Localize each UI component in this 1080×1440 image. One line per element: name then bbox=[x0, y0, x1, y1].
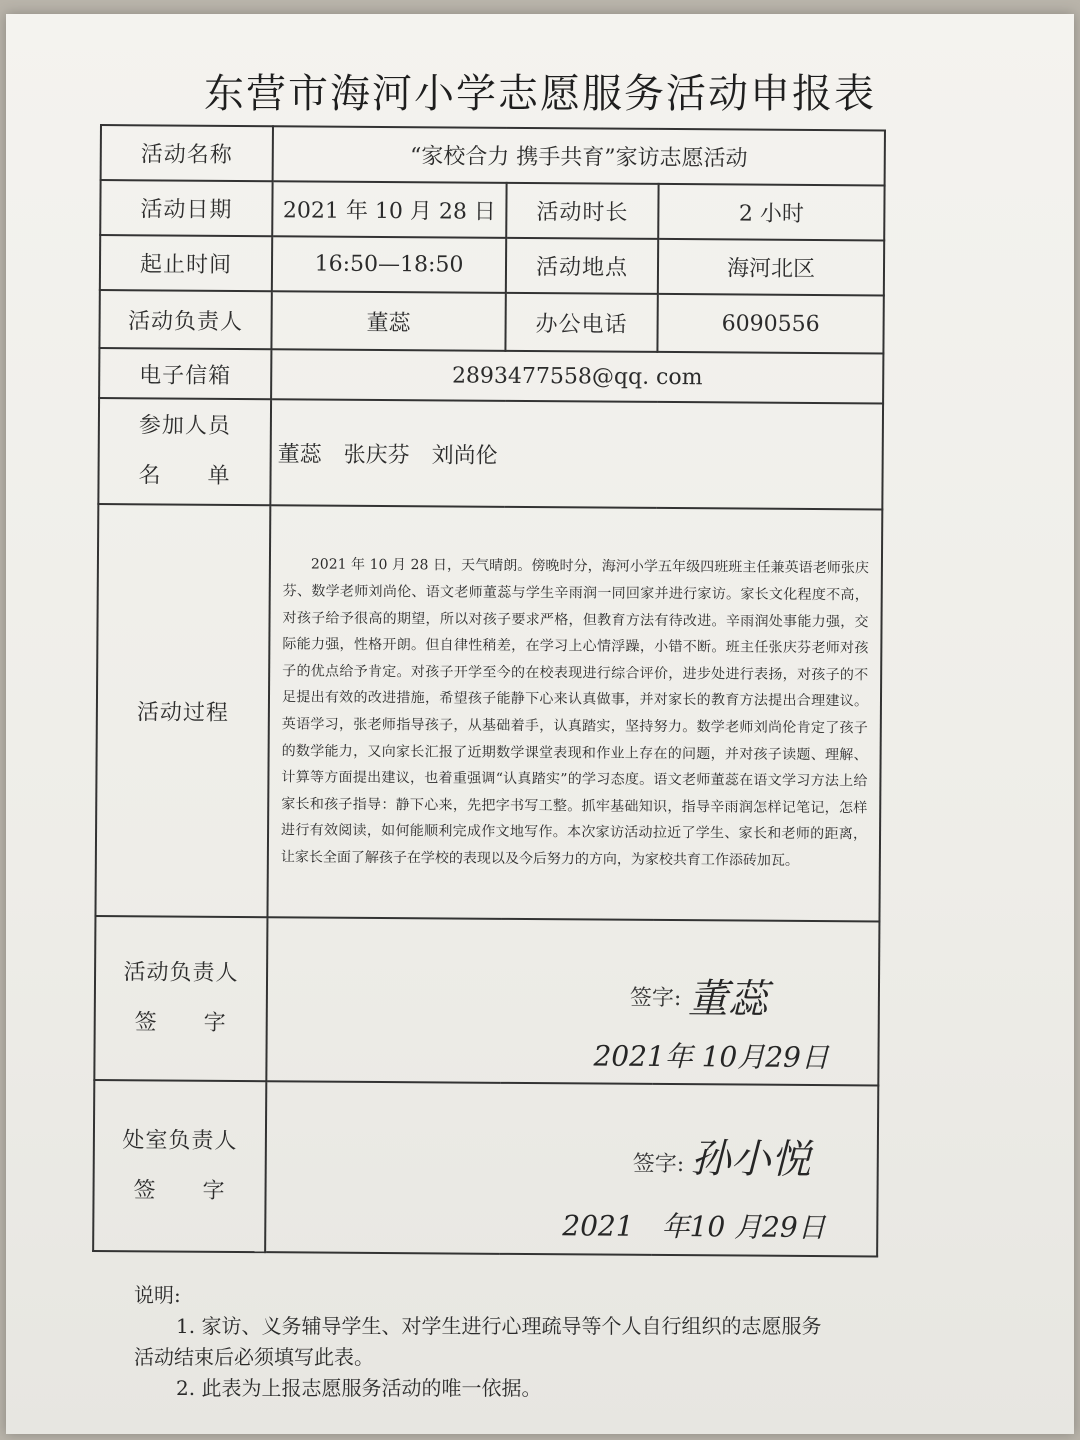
leader-signature-label-line1: 活动负责人 bbox=[123, 960, 239, 986]
office-sign-prefix: 签字: bbox=[632, 1151, 685, 1178]
start-end-time-label: 起止时间 bbox=[100, 235, 272, 291]
row-email bbox=[99, 348, 883, 403]
row-activity-date bbox=[100, 180, 884, 240]
row-activity-name bbox=[101, 125, 885, 185]
office-signature-label-line2: 签 字 bbox=[133, 1177, 226, 1204]
row-participants bbox=[98, 398, 883, 509]
office-signature-label bbox=[93, 1080, 266, 1252]
participants-label bbox=[98, 398, 271, 505]
activity-location-value: 海河北区 bbox=[658, 239, 884, 296]
notes-item-1-line-1: 1. 家访、义务辅导学生、对学生进行心理疏导等个人自行组织的志愿服务 bbox=[176, 1314, 822, 1338]
notes-item-2: 2. 此表为上报志愿服务活动的唯一依据。 bbox=[176, 1376, 542, 1400]
activity-leader-value: 董蕊 bbox=[271, 291, 505, 351]
activity-duration-value: 2 小时 bbox=[658, 184, 884, 241]
activity-location-label: 活动地点 bbox=[506, 238, 658, 294]
office-phone-value: 6090556 bbox=[657, 294, 883, 354]
notes-item-1-line-2: 活动结束后必须填写此表。 bbox=[134, 1345, 374, 1369]
leader-signature-label bbox=[94, 916, 267, 1081]
activity-date-label: 活动日期 bbox=[100, 180, 272, 236]
row-activity-leader bbox=[99, 290, 883, 353]
office-signature-cell bbox=[265, 1081, 878, 1256]
activity-name-value: “家校合力 携手共育”家访志愿活动 bbox=[273, 126, 885, 185]
row-start-end-time bbox=[100, 235, 884, 295]
activity-name-label: 活动名称 bbox=[101, 125, 273, 181]
leader-handwritten-signature: 董蕊 bbox=[687, 976, 769, 1023]
application-form-table bbox=[92, 124, 886, 1257]
office-phone-label: 办公电话 bbox=[505, 293, 657, 352]
start-end-time-value: 16:50—18:50 bbox=[272, 236, 506, 293]
email-label: 电子信箱 bbox=[99, 348, 271, 399]
participants-value: 董蕊 张庆芬 刘尚伦 bbox=[270, 399, 883, 509]
form-title: 东营市海河小学志愿服务活动申报表 bbox=[204, 71, 876, 117]
participants-label-line2: 名 单 bbox=[138, 463, 231, 489]
row-office-signature bbox=[93, 1080, 878, 1256]
row-leader-signature bbox=[94, 916, 879, 1085]
leader-sign-date: 2021年 10月29日 bbox=[593, 1039, 830, 1075]
activity-date-value: 2021 年 10 月 28 日 bbox=[272, 181, 506, 238]
office-signature-label-line1: 处室负责人 bbox=[122, 1127, 238, 1154]
activity-process-text: 2021 年 10 月 28 日，天气晴朗。傍晚时分，海河小学五年级四班班主任兼英语老师张庆芬、数学老师刘尚伦、语文老师董蕊与学生辛雨润一同回家并进行家访。家长文化程度不高，对孩子给予很高的期望，所以对孩子要求严格，但教育方法有待改进。辛雨润处事能力强，交际能力强，性格开朗。但自律性稍差，在学习上心情浮躁，小错不断。班主任张庆芬老师对孩子的优点给予肯定。对孩子开学至今的在校表现进行综合评价，进步处进行表扬，对孩子的不足提出有效的改进措施，希望孩子能静下心来认真做事，并对家长的教育方法提出合理建议。英语学习，张老师指导孩子，从基础着手，认真踏实，坚持努力。数学老师刘尚伦肯定了孩子的数学能力，又向家长汇报了近期数学课堂表现和作业上存在的问题，并对孩子读题、理解、计算等方面提出建议，也着重强调“认真踏实”的学习态度。语文老师董蕊在语文学习方法上给家长和孩子指导：静下心来，先把字书写工整。抓牢基础知识，指导辛雨润怎样记笔记，怎样进行有效阅读，如何能顺利完成作文地写作。本次家访活动拉近了学生、家长和老师的距离，让家长全面了解孩子在学校的表现以及今后努力的方向，为家校共育工作添砖加瓦。 bbox=[280, 556, 870, 869]
email-value: 2893477558@qq. com bbox=[271, 349, 883, 403]
row-activity-process bbox=[95, 504, 882, 921]
leader-signature-cell bbox=[266, 917, 879, 1085]
activity-process-cell bbox=[267, 505, 882, 921]
participants-label-line1: 参加人员 bbox=[138, 413, 231, 439]
notes-section bbox=[134, 1280, 894, 1404]
office-handwritten-signature: 孙小悦 bbox=[690, 1136, 811, 1183]
activity-process-label: 活动过程 bbox=[95, 504, 270, 917]
activity-duration-label: 活动时长 bbox=[506, 183, 658, 239]
leader-sign-prefix: 签字: bbox=[629, 985, 682, 1012]
office-sign-date: 2021 年10 月29日 bbox=[562, 1209, 826, 1245]
activity-leader-label: 活动负责人 bbox=[99, 290, 271, 349]
notes-heading: 说明: bbox=[134, 1283, 181, 1307]
leader-signature-label-line2: 签 字 bbox=[134, 1010, 227, 1036]
